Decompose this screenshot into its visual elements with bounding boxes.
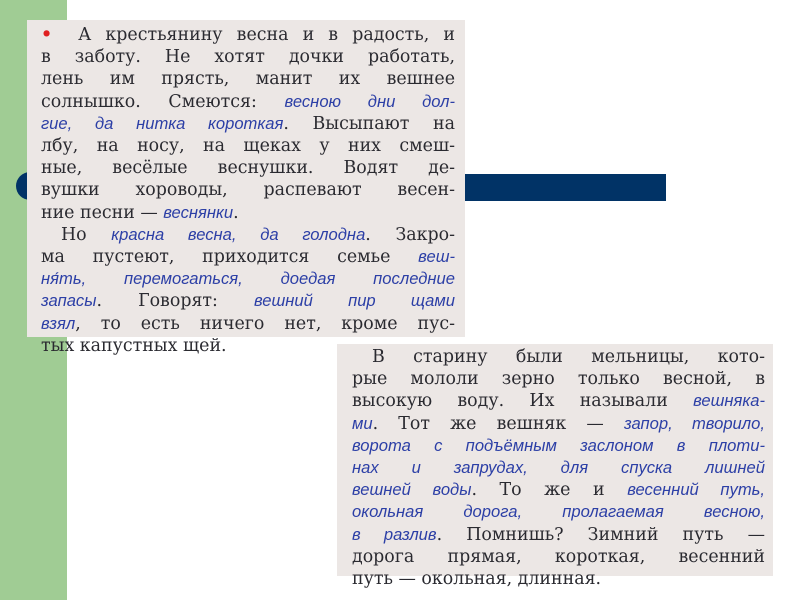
text-line xyxy=(41,179,455,201)
text-line xyxy=(352,346,765,368)
text-segment: вушки хороводы, распевают весен- xyxy=(41,180,455,201)
highlighted-term: ми xyxy=(352,413,373,433)
text-segment: ма пустеют, приходится семье xyxy=(41,247,419,268)
text-line xyxy=(41,268,455,290)
text-segment: . То же и xyxy=(471,480,628,501)
highlighted-term: веснянки xyxy=(163,202,234,222)
highlighted-term: окольная дорога, пролагаемая весною, xyxy=(352,502,765,522)
highlighted-term: вешний пир щами xyxy=(254,291,455,311)
text-segment: дорога прямая, короткая, весенний xyxy=(352,546,765,567)
text-line xyxy=(352,546,765,568)
text-line xyxy=(41,135,455,157)
text-line xyxy=(352,368,765,390)
text-line xyxy=(41,24,455,46)
text-segment: солнышко. Смеются: xyxy=(41,91,285,112)
text-segment: В старину были мельницы, кото- xyxy=(372,347,765,367)
text-segment: лбу, на носу, на щеках у них смеш- xyxy=(41,136,455,157)
text-segment: . Высыпают на xyxy=(283,113,455,134)
highlighted-term: гие, да нитка короткая xyxy=(41,113,284,133)
highlighted-term: вешняка- xyxy=(693,391,765,411)
highlighted-term: запасы xyxy=(41,291,97,311)
text-segment: . Говорят: xyxy=(96,291,254,312)
text-segment: в заботу. Не хотят дочки работать, xyxy=(41,47,455,68)
text-line xyxy=(41,290,455,312)
text-segment: ные, весёлые веснушки. Водят де- xyxy=(41,158,455,179)
text-line xyxy=(41,202,455,224)
text-line xyxy=(41,113,455,135)
text-segment: рые мололи зерно только весной, в xyxy=(352,369,765,390)
text-segment: путь — окольная, длинная. xyxy=(352,569,602,590)
highlighted-term: нах и запрудах, для спуска лишней xyxy=(352,458,765,478)
highlighted-term: веш- xyxy=(418,247,455,267)
highlighted-term: красна весна, да голодна xyxy=(111,224,366,244)
text-line xyxy=(41,313,455,335)
highlighted-term: ворота с подъёмным заслоном в плоти- xyxy=(352,435,765,455)
text-segment: . Тот же вешняк — xyxy=(372,413,624,434)
highlighted-term: вешней воды xyxy=(352,480,472,500)
text-line xyxy=(352,413,765,435)
text-block-2 xyxy=(337,344,773,590)
text-segment: А крестьянину весна и в радость, и xyxy=(78,25,455,45)
text-line xyxy=(352,457,765,479)
text-block-1 xyxy=(27,20,465,356)
text-line xyxy=(41,224,455,246)
text-segment: лень им прясть, манит их вешнее xyxy=(41,69,455,90)
text-line xyxy=(41,246,455,268)
text-line xyxy=(352,501,765,523)
text-line xyxy=(352,390,765,412)
highlighted-term: весенний путь, xyxy=(627,480,766,500)
text-segment: высокую воду. Их называли xyxy=(352,391,694,412)
text-line xyxy=(352,524,765,546)
highlighted-term: весною дни дол- xyxy=(284,91,455,111)
text-segment: Но xyxy=(61,224,112,245)
text-line xyxy=(41,91,455,113)
text-line xyxy=(352,568,765,590)
text-line xyxy=(352,435,765,457)
text-line xyxy=(41,68,455,90)
text-segment: . Помнишь? Зимний путь — xyxy=(436,524,765,545)
text-segment: ние песни — xyxy=(41,202,164,223)
highlighted-term: ня́ть, перемогаться, доедая последние xyxy=(41,269,455,289)
text-segment: . Закро- xyxy=(365,224,455,245)
text-segment: . xyxy=(233,202,239,223)
title-bar xyxy=(464,174,666,201)
text-segment: , то есть ничего нет, кроме пус- xyxy=(75,313,455,334)
bullet-icon: • xyxy=(41,25,53,45)
text-line xyxy=(352,479,765,501)
text-line xyxy=(41,157,455,179)
highlighted-term: в разлив xyxy=(352,524,437,544)
text-segment: тых капустных щей. xyxy=(41,335,227,356)
highlighted-term: взял xyxy=(41,313,76,333)
text-line xyxy=(41,46,455,68)
highlighted-term: запор, творило, xyxy=(623,413,765,433)
